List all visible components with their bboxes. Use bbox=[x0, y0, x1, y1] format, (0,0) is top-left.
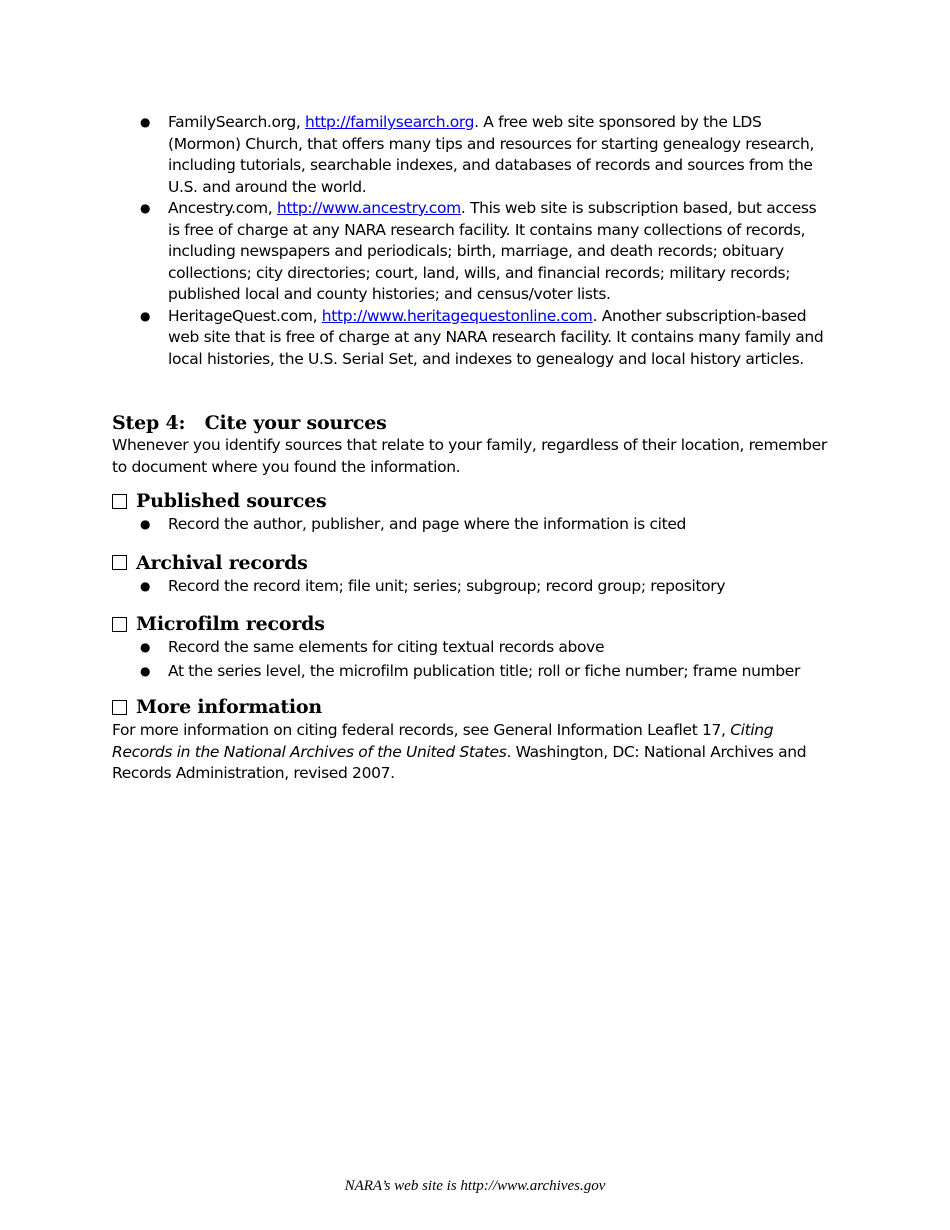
step4-heading: Step 4: Cite your sources bbox=[112, 412, 387, 434]
list-item bbox=[112, 661, 832, 683]
microfilm-records-heading bbox=[112, 612, 832, 636]
more-information-text bbox=[112, 720, 832, 785]
archival-records-list bbox=[112, 576, 832, 598]
list-item-text: Record the same elements for citing textual records above bbox=[168, 638, 605, 656]
bullet-icon: ● bbox=[140, 517, 151, 531]
resource-description: . This web site is subscription based, but access is free of charge at any NARA research facility. It contains many collections of records, including newspapers and periodicals; birth, marriage, and death records; obituary collections; city directories; court, land, wills, and financial records; military records; published local and county histories; and census/voter lists. bbox=[168, 199, 817, 303]
microfilm-records-title: Microfilm records bbox=[136, 613, 325, 635]
more-info-text-before: For more information on citing federal records, see General Information Leaflet 17, bbox=[112, 721, 731, 739]
published-sources-heading bbox=[112, 489, 832, 513]
archival-records-title: Archival records bbox=[136, 551, 308, 574]
resource-name: FamilySearch.org, bbox=[168, 113, 301, 131]
bullet-icon: ● bbox=[140, 640, 151, 654]
list-item-text: At the series level, the microfilm publication title; roll or fiche number; frame number bbox=[168, 661, 800, 680]
resource-name: HeritageQuest.com, bbox=[168, 306, 318, 325]
microfilm-records-list bbox=[112, 637, 832, 682]
list-item-text: Record the record item; file unit; series; subgroup; record group; repository bbox=[168, 576, 726, 595]
more-info-text-after: . Washington, DC: National Archives and Records Administration, revised 2007. bbox=[112, 742, 807, 782]
bullet-icon: ● bbox=[140, 578, 151, 593]
published-sources-title: Published sources bbox=[136, 490, 327, 512]
checkbox-icon bbox=[112, 494, 127, 509]
page-footer: NARA’s web site is http://www.archives.gov bbox=[344, 1178, 606, 1194]
list-item bbox=[112, 112, 832, 198]
archival-records-heading bbox=[112, 551, 832, 575]
resource-name: Ancestry.com, bbox=[168, 199, 273, 217]
list-item bbox=[112, 306, 832, 371]
bullet-icon: ● bbox=[140, 201, 151, 215]
more-information-heading bbox=[112, 695, 832, 719]
list-item-text: Record the author, publisher, and page where the information is cited bbox=[168, 515, 687, 533]
checkbox-icon bbox=[112, 617, 127, 632]
bullet-icon: ● bbox=[140, 663, 151, 678]
checkbox-icon bbox=[112, 555, 127, 570]
list-item bbox=[112, 198, 832, 306]
heritagequest-link[interactable]: http://www.heritagequestonline.com bbox=[321, 306, 593, 325]
bullet-icon: ● bbox=[140, 115, 151, 129]
step4-intro: Whenever you identify sources that relate to your family, regardless of their location, remember to document where you found the information. bbox=[112, 436, 827, 476]
bullet-icon: ● bbox=[140, 308, 151, 323]
list-item bbox=[112, 576, 832, 598]
published-sources-list bbox=[112, 514, 832, 536]
list-item bbox=[112, 637, 832, 659]
checkbox-icon bbox=[112, 700, 127, 715]
leaflet-title: Citing Records in the National Archives of the United States bbox=[112, 721, 774, 761]
resource-description: . Another subscription-based web site that is free of charge at any NARA research facility. It contains many family and local histories, the U.S. Serial Set, and indexes to genealogy and local history articles. bbox=[168, 306, 824, 368]
document-page bbox=[112, 112, 832, 785]
ancestry-link[interactable]: http://www.ancestry.com bbox=[276, 199, 461, 217]
resource-list bbox=[112, 112, 832, 370]
list-item bbox=[112, 514, 832, 536]
familysearch-link[interactable]: http://familysearch.org bbox=[305, 113, 475, 131]
more-information-title: More information bbox=[136, 696, 323, 718]
resource-description: . A free web site sponsored by the LDS (Mormon) Church, that offers many tips and resources for starting genealogy research, including tutorials, searchable indexes, and databases of records and sources from the U.S. and around the world. bbox=[168, 113, 815, 196]
